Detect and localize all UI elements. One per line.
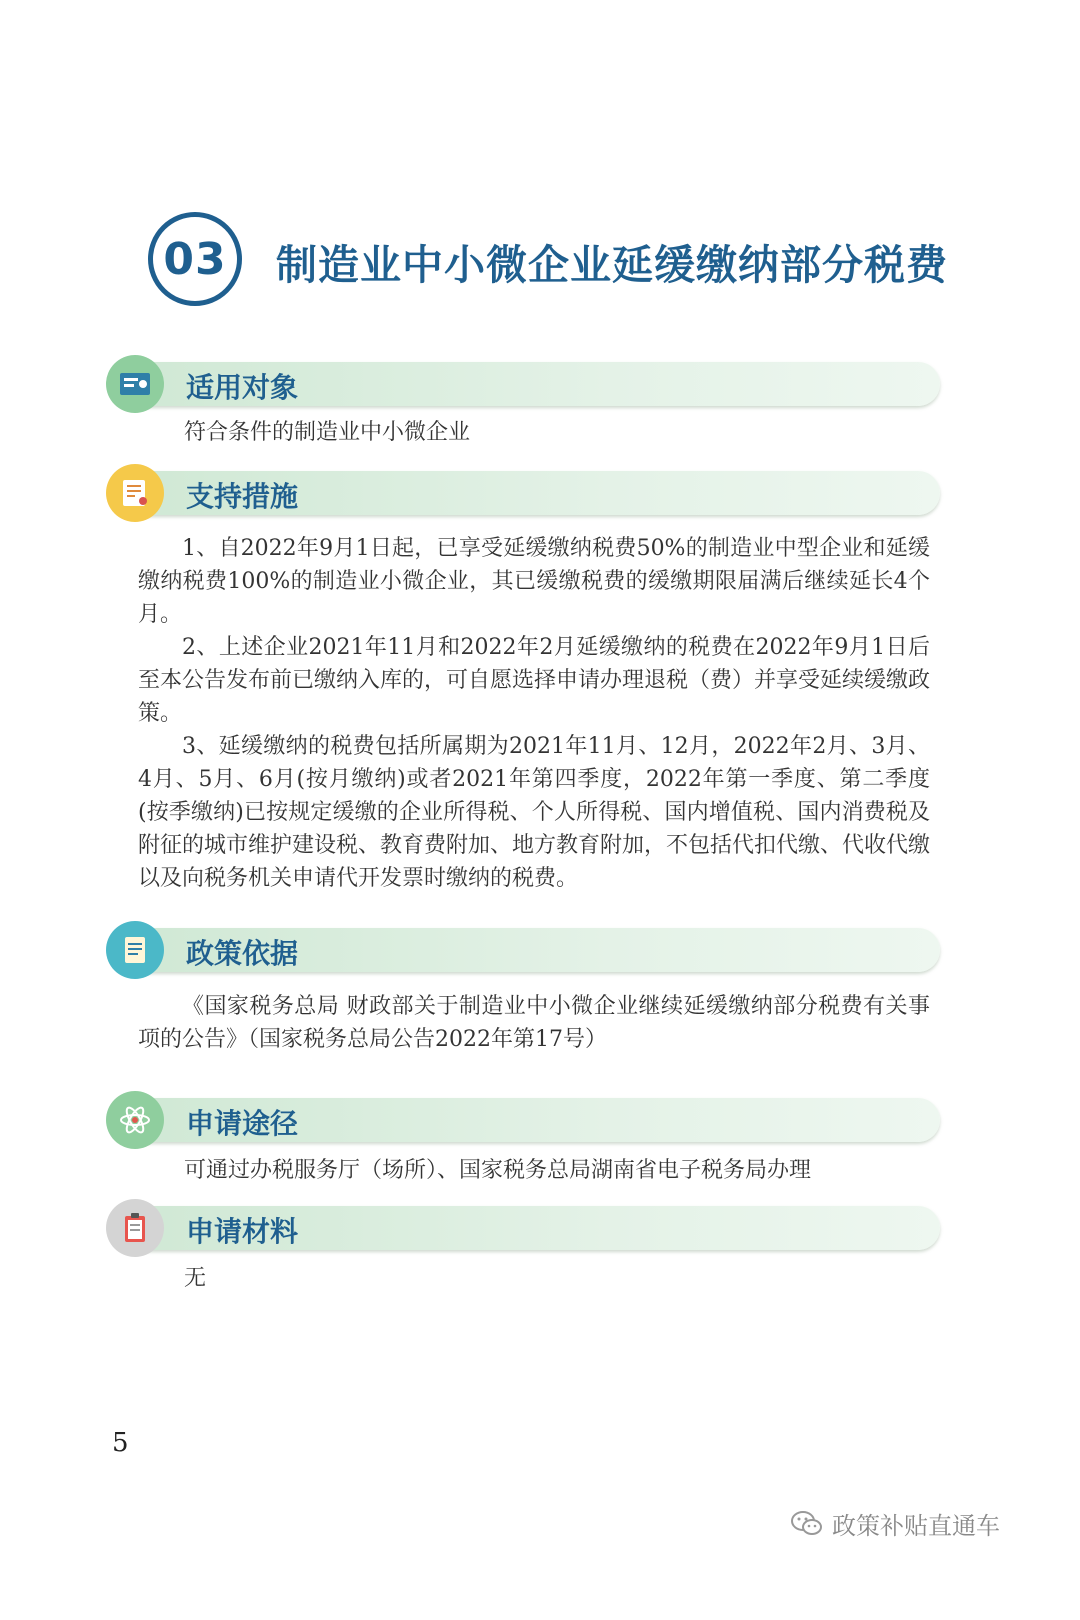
id-card-icon bbox=[106, 355, 164, 413]
applicable-content: 符合条件的制造业中小微企业 bbox=[184, 420, 471, 445]
page-title: 制造业中小微企业延缓缴纳部分税费 bbox=[276, 241, 948, 289]
certificate-icon bbox=[106, 464, 164, 522]
watermark-text: 政策补贴直通车 bbox=[832, 1512, 1000, 1540]
watermark bbox=[790, 1506, 1000, 1541]
section-number: 03 bbox=[163, 233, 227, 285]
measures-paragraph-3: 3、延缓缴纳的税费包括所属期为2021年11月、12月，2022年2月、3月、4月、5月、6月(按月缴纳)或者2021年第四季度，2022年第一季度、第二季度(按季缴纳)已按规定缓缴的企业所得税、个人所得税、国内增值税、国内消费税及附征的城市维护建设税、教育费附加、地方教育附加，不包括代扣代缴、代收代缴以及向税务机关申请代开发票时缴纳的税费。 bbox=[138, 734, 931, 891]
measures-paragraph-2: 2、上述企业2021年11月和2022年2月延缓缴纳的税费在2022年9月1日后至本公告发布前已缴纳入库的，可自愿选择申请办理退税（费）并享受延续缓缴政策。 bbox=[138, 635, 931, 726]
section-label-materials: 申请材料 bbox=[186, 1215, 299, 1248]
measures-content bbox=[138, 532, 930, 895]
section-label-channel: 申请途径 bbox=[186, 1107, 299, 1140]
basis-paragraph: 《国家税务总局 财政部关于制造业中小微企业继续延缓缴纳部分税费有关事项的公告》（国家税务总局公告2022年第17号） bbox=[138, 994, 930, 1052]
document-icon bbox=[106, 921, 164, 979]
basis-content bbox=[138, 990, 930, 1056]
channel-content: 可通过办税服务厅（场所）、国家税务总局湖南省电子税务局办理 bbox=[184, 1158, 812, 1183]
materials-content: 无 bbox=[184, 1266, 207, 1291]
section-number-badge bbox=[148, 212, 242, 306]
section-label-measures: 支持措施 bbox=[186, 480, 299, 513]
section-label-applicable: 适用对象 bbox=[186, 371, 299, 404]
wechat-icon bbox=[790, 1510, 824, 1538]
measures-paragraph-1: 1、自2022年9月1日起，已享受延缓缴纳税费50%的制造业中型企业和延缓缴纳税费100%的制造业小微企业，其已缓缴税费的缓缴期限届满后继续延长4个月。 bbox=[138, 536, 930, 627]
section-label-basis: 政策依据 bbox=[186, 937, 299, 970]
clipboard-icon bbox=[106, 1199, 164, 1257]
atom-icon bbox=[106, 1091, 164, 1149]
page-number: 5 bbox=[112, 1428, 129, 1458]
